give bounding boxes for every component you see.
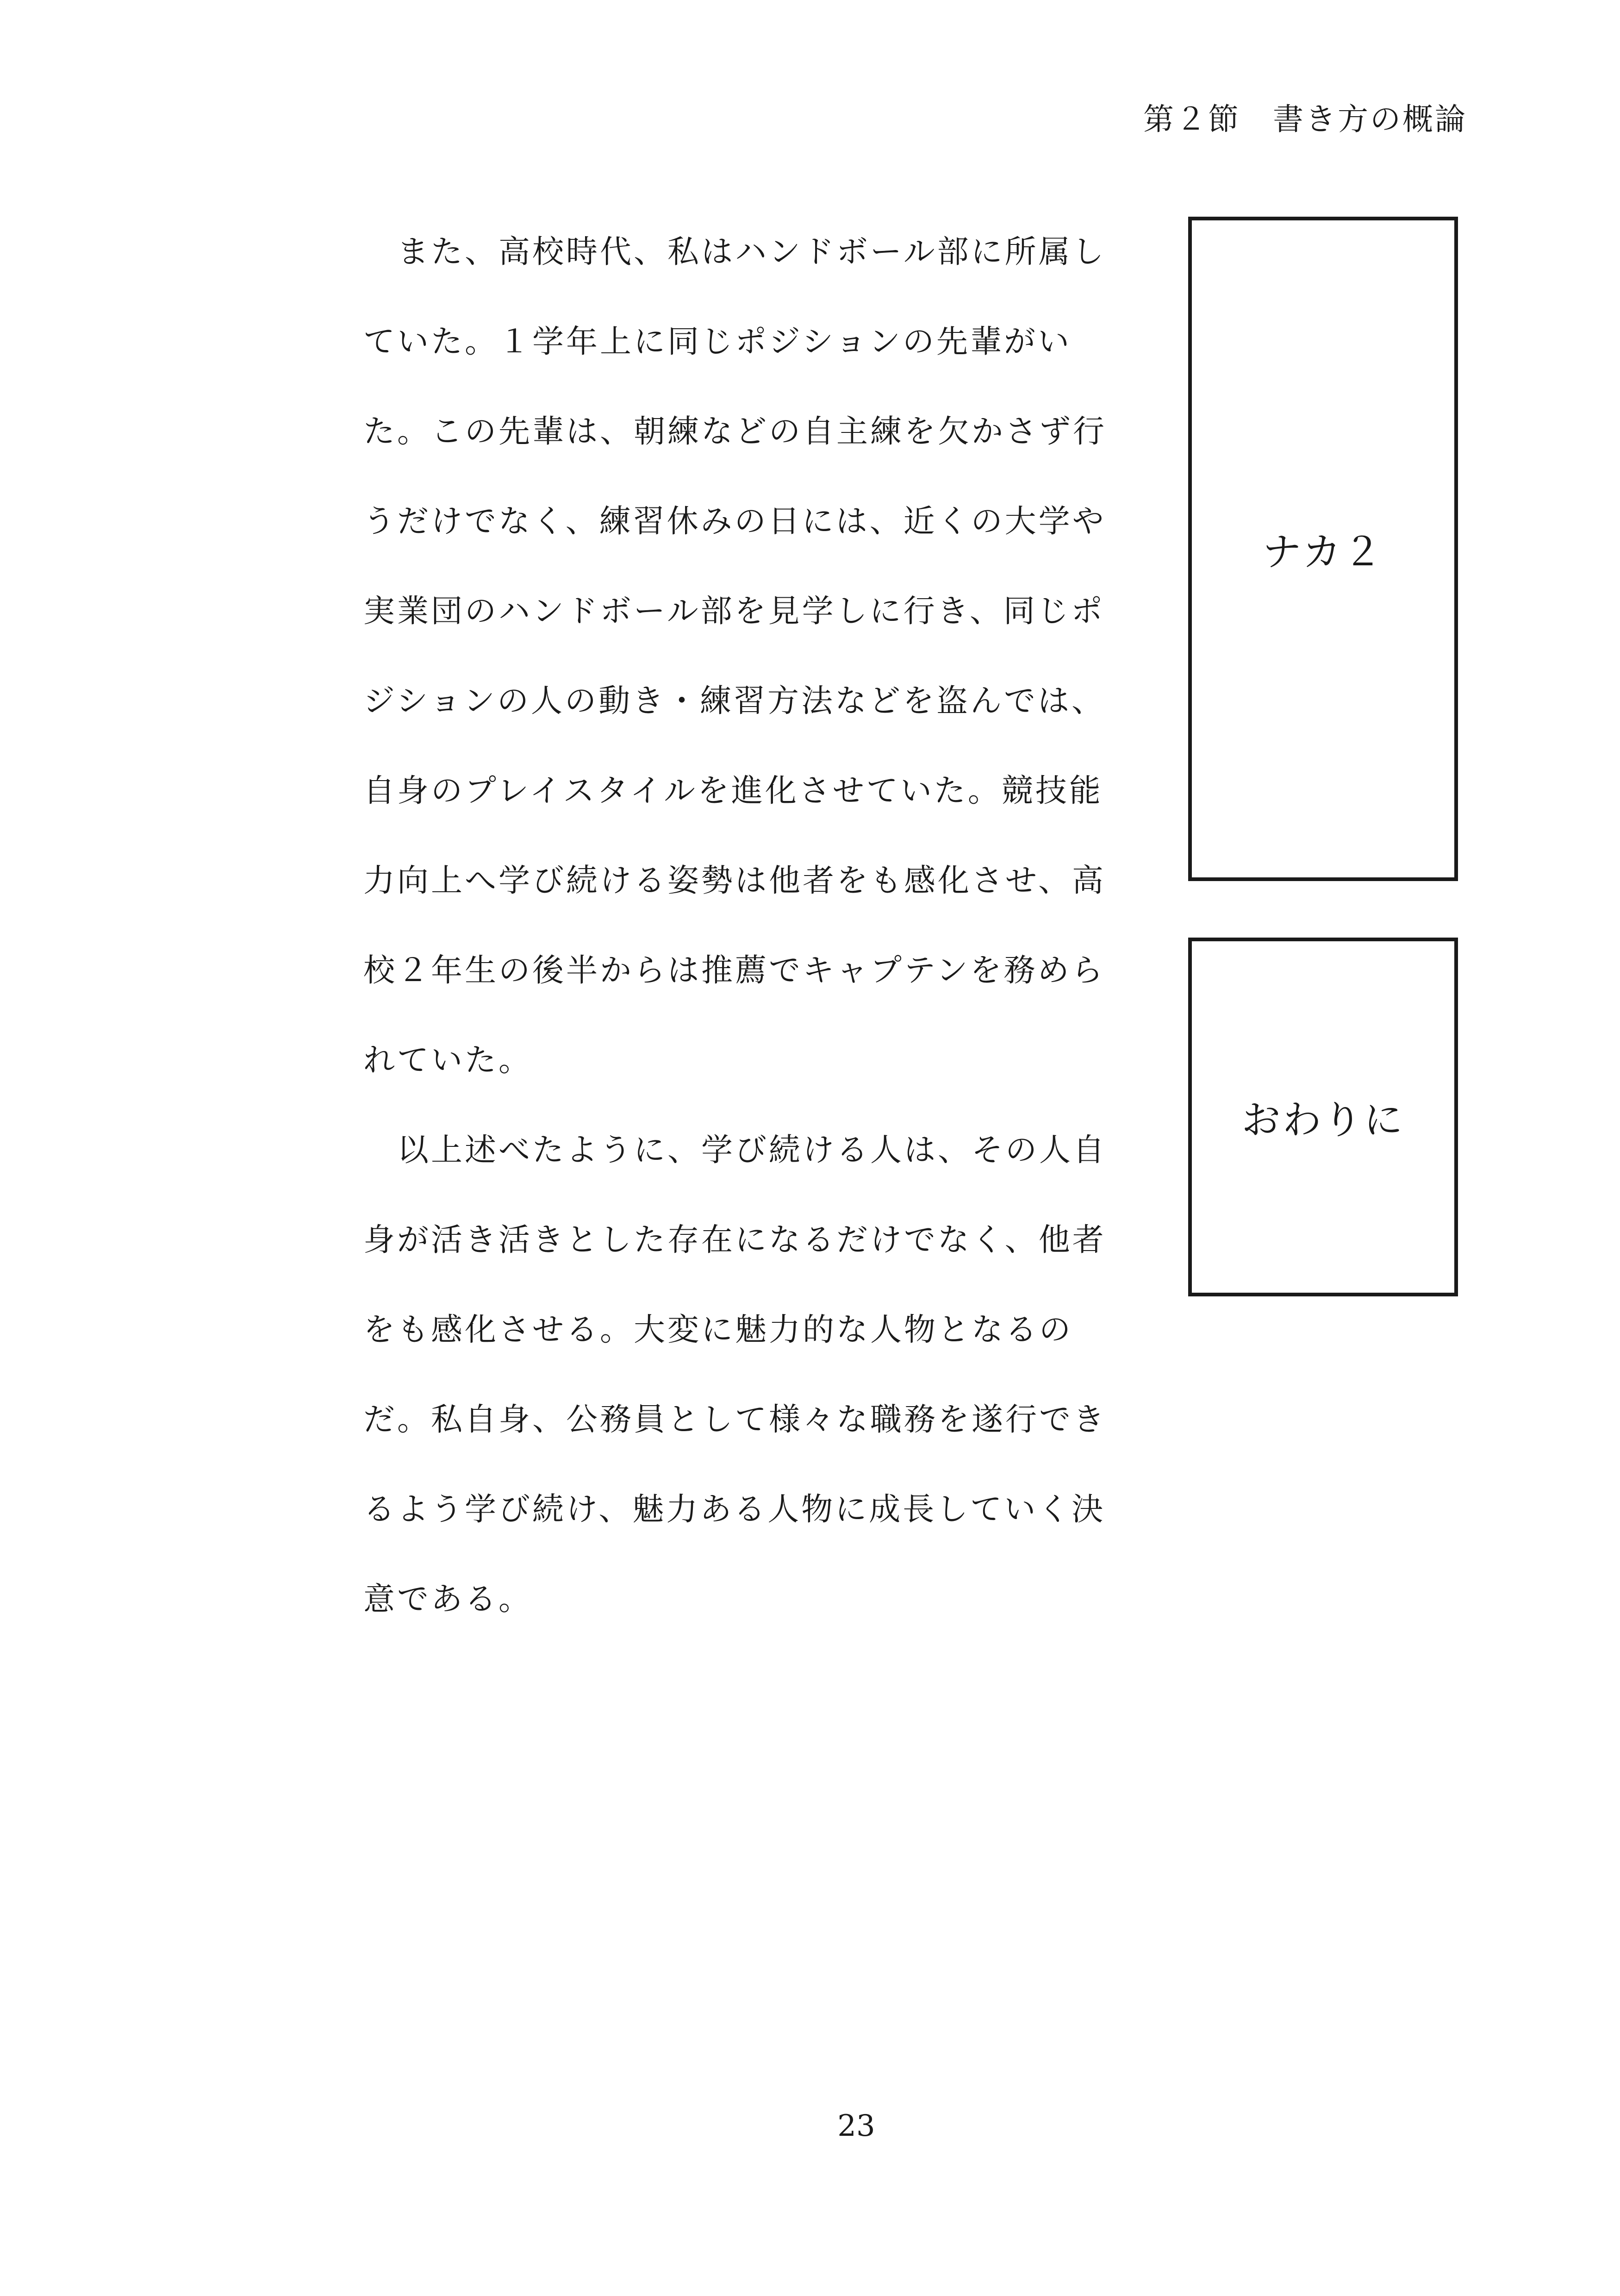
page-number: 23 <box>837 2109 875 2143</box>
running-header: 第２節 書き方の概論 <box>1143 101 1467 137</box>
text-line: うだけでなく、練習休みの日には、近くの大学や <box>363 503 1106 540</box>
body-text <box>363 218 1159 1655</box>
text-line: また、高校時代、私はハンドボール部に所属し <box>363 234 1106 270</box>
text-line: 身が活き活きとした存在になるだけでなく、他者 <box>363 1222 1106 1258</box>
text-line: ジションの人の動き・練習方法などを盗んでは、 <box>363 683 1105 719</box>
section-label-box-owarini <box>1188 938 1458 1296</box>
text-line: 校２年生の後半からは推薦でキャプテンを務めら <box>363 952 1105 989</box>
text-line: れていた。 <box>363 1042 533 1079</box>
text-line: 実業団のハンドボール部を見学しに行き、同じポ <box>363 593 1105 630</box>
text-line: るよう学び続け、魅力ある人物に成長していく決 <box>363 1491 1106 1528</box>
text-line: た。この先輩は、朝練などの自主練を欠かさず行 <box>363 413 1107 450</box>
text-line: 力向上へ学び続ける姿勢は他者をも感化させ、高 <box>363 863 1106 899</box>
text-line: 自身のプレイスタイルを進化させていた。競技能 <box>363 773 1103 809</box>
section-label-naka2: ナカ２ <box>1262 529 1384 575</box>
section-label-owarini: おわりに <box>1241 1097 1405 1143</box>
text-line: 意である。 <box>363 1581 533 1618</box>
text-line: 以上述べたように、学び続ける人は、その人自 <box>363 1132 1107 1169</box>
section-label-box-naka2 <box>1188 217 1458 881</box>
text-line: だ。私自身、公務員として様々な職務を遂行でき <box>363 1401 1107 1438</box>
text-line: をも感化させる。大変に魅力的な人物となるの <box>363 1312 1073 1348</box>
text-line: ていた。１学年上に同じポジションの先輩がい <box>363 324 1072 360</box>
